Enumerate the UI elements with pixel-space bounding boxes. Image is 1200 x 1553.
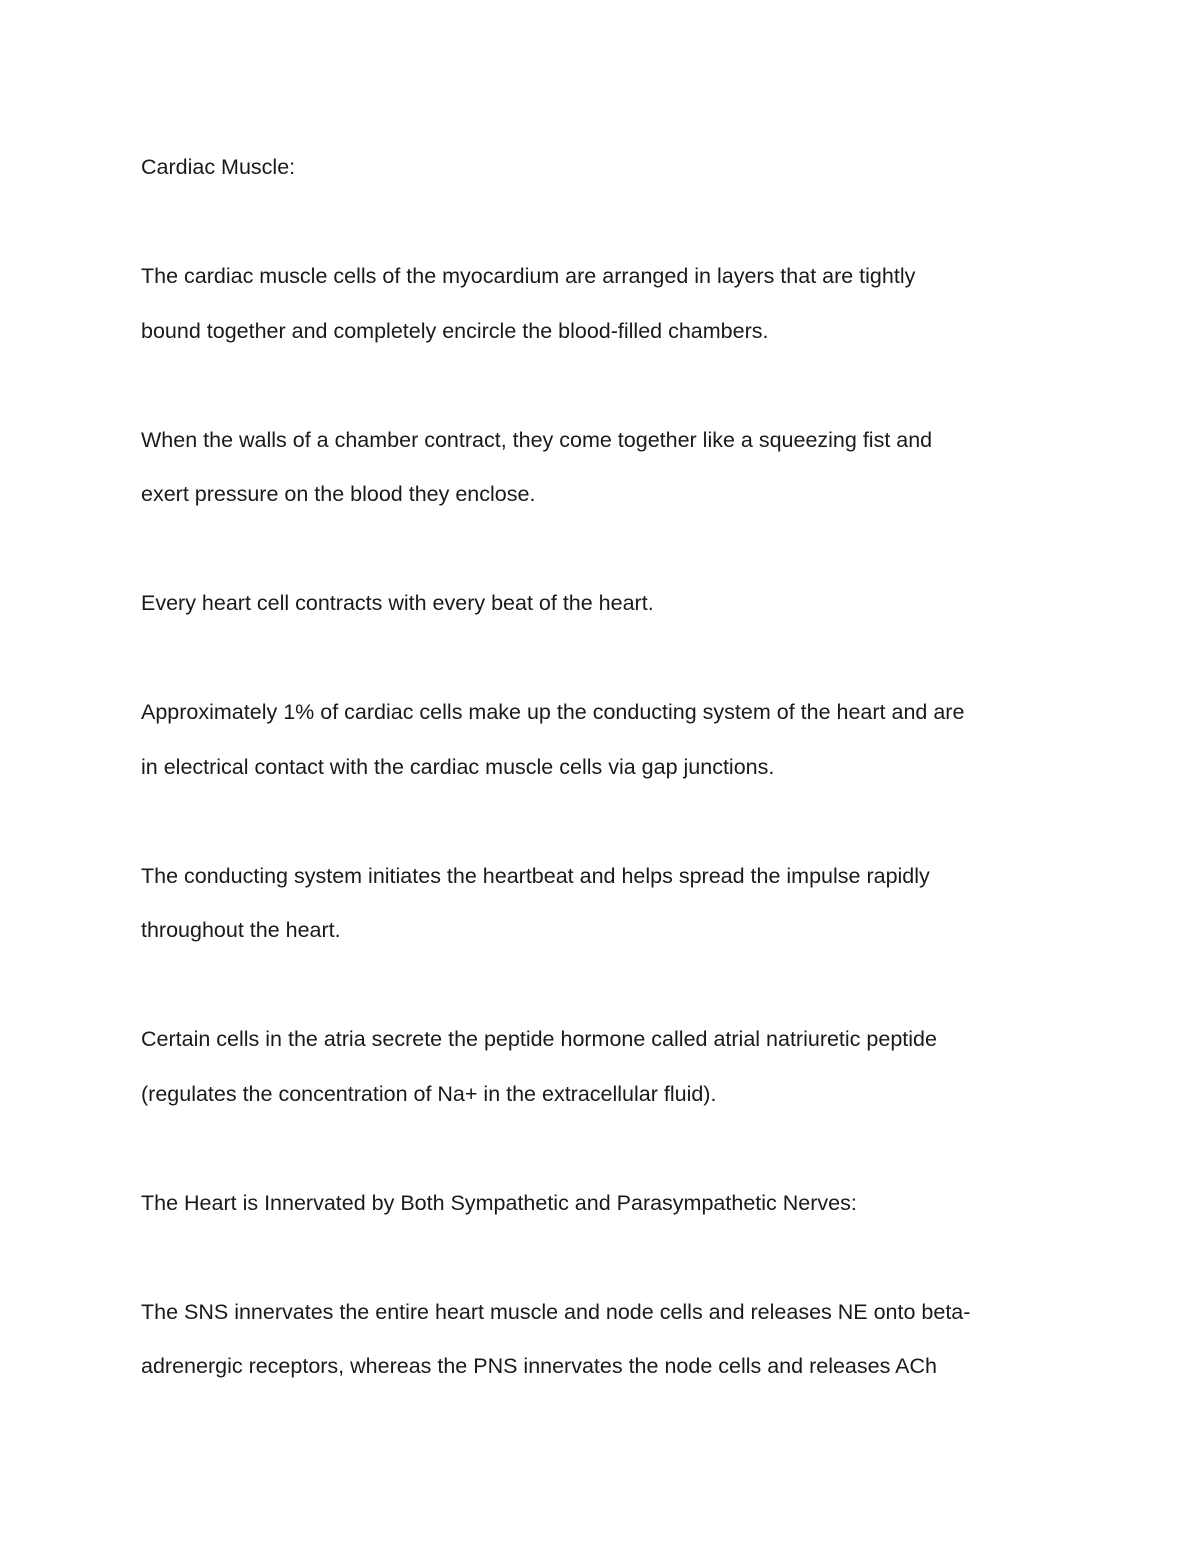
document-body: [141, 140, 1081, 1394]
paragraph: [141, 413, 1081, 522]
spacer: [141, 1230, 1081, 1285]
paragraph-line: adrenergic receptors, whereas the PNS innervates the node cells and releases ACh: [141, 1354, 937, 1378]
section-subheading: The Heart is Innervated by Both Sympathetic and Parasympathetic Nerves:: [141, 1190, 857, 1215]
paragraph-line: The SNS innervates the entire heart muscle and node cells and releases NE onto beta-: [141, 1299, 971, 1324]
paragraph-line: exert pressure on the blood they enclose.: [141, 482, 536, 506]
paragraph: [141, 249, 1081, 358]
spacer: [141, 1121, 1081, 1176]
paragraph: [141, 685, 1081, 794]
paragraph: [141, 576, 1081, 631]
paragraph-line: throughout the heart.: [141, 918, 341, 942]
paragraph: [141, 849, 1081, 958]
paragraph-line: The conducting system initiates the heartbeat and helps spread the impulse rapidly: [141, 863, 930, 888]
paragraph-line: Approximately 1% of cardiac cells make up the conducting system of the heart and are: [141, 700, 965, 724]
spacer: [141, 358, 1081, 413]
paragraph-line: in electrical contact with the cardiac muscle cells via gap junctions.: [141, 754, 775, 779]
spacer: [141, 522, 1081, 577]
paragraph-line: (regulates the concentration of Na+ in the extracellular fluid).: [141, 1081, 717, 1106]
spacer: [141, 958, 1081, 1013]
paragraph-line: bound together and completely encircle the blood-filled chambers.: [141, 318, 769, 343]
paragraph-line: The cardiac muscle cells of the myocardium are arranged in layers that are tightly: [141, 264, 916, 288]
paragraph-line: Certain cells in the atria secrete the peptide hormone called atrial natriuretic peptide: [141, 1027, 937, 1051]
paragraph: [141, 1012, 1081, 1121]
spacer: [141, 631, 1081, 686]
spacer: [141, 794, 1081, 849]
spacer: [141, 195, 1081, 250]
section-heading: Cardiac Muscle:: [141, 155, 296, 179]
paragraph-line: Every heart cell contracts with every beat of the heart.: [141, 591, 654, 615]
paragraph-line: When the walls of a chamber contract, they come together like a squeezing fist and: [141, 427, 933, 452]
paragraph: [141, 1285, 1081, 1394]
